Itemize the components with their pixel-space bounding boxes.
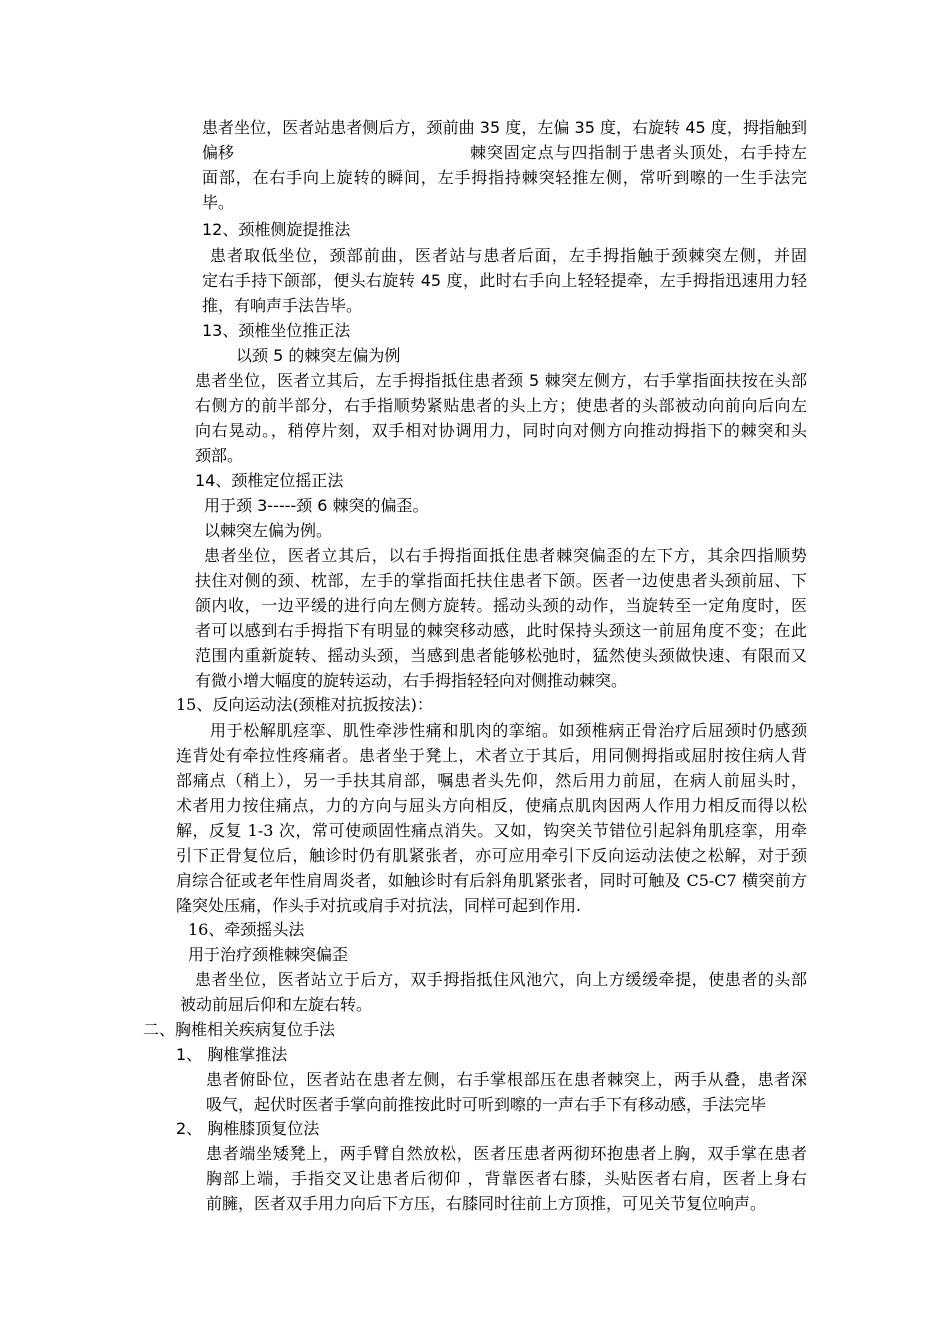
para-line: 范围内重新旋转、摇动头颈，当感到患者能够松弛时，猛然使头颈做快速、有限而又 <box>195 646 807 665</box>
subheading: 用于颈 3-----颈 6 棘突的偏歪。 <box>204 496 429 515</box>
subheading: 以棘突左偏为例。 <box>204 521 333 540</box>
subheading: 以颈 5 的棘突左偏为例 <box>236 346 401 365</box>
para-line: 右侧方的前半部分，右手指顺势紧贴患者的头上方；使患者的头部被动向前向后向左 <box>195 396 807 415</box>
section-heading: 2、 胸椎膝顶复位法 <box>176 1119 320 1138</box>
subheading: 用于治疗颈椎棘突偏歪 <box>188 945 349 964</box>
para-line: 被动前屈后仰和左旋右转。 <box>180 995 373 1014</box>
para-line: 者可以感到右手拇指下有明显的棘突移动感，此时保持头颈这一前屈角度不变；在此 <box>195 621 807 640</box>
para-line: 部痛点（稍上），另一手扶其肩部，嘱患者头先仰，然后用力前屈，在病人前屈头时， <box>176 771 807 790</box>
para-line: 吸气，起伏时医者手掌向前推按此时可听到嚓的一声右手下有移动感，手法完毕 <box>206 1095 767 1114</box>
para-line: 颌内收，一边平缓的进行向左侧方旋转。摇动头颈的动作，当旋转至一定角度时，医 <box>195 596 807 615</box>
para-line: 有微小增大幅度的旋转运动，右手拇指轻轻向对侧推动棘突。 <box>195 671 628 690</box>
section-heading: 16、牵颈摇头法 <box>188 920 305 939</box>
para-line: 解，反复 1-3 次，常可使顽固性痛点消失。又如，钩突关节错位引起斜角肌痉挛，用牵 <box>176 821 807 840</box>
para-line: 用于松解肌痉挛、肌性牵涉性痛和肌肉的挛缩。如颈椎病正骨治疗后屈颈时仍感颈 <box>210 721 807 740</box>
para-line: 患者取低坐位，颈部前曲，医者站与患者后面，左手拇指触于颈棘突左侧，并固 <box>210 246 807 265</box>
para-line: 前臃，医者双手用力向后下方压，右膝同时往前上方顶推，可见关节复位响声。 <box>206 1194 767 1213</box>
para-line: 定右手持下颌部，便头右旋转 45 度，此时右手向上轻轻提牵，左手拇指迅速用力轻 <box>202 271 807 290</box>
part-heading: 二、胸椎相关疾病复位手法 <box>143 1020 336 1039</box>
para-line: 棘突固定点与四指制于患者头顶处，右手持左 <box>470 143 807 162</box>
section-heading: 13、颈椎坐位推正法 <box>202 321 351 340</box>
para-line: 向右晃动。，稍停片刻，双手相对协调用力，同时向对侧方向推动拇指下的棘突和头 <box>195 421 807 440</box>
para-line: 肩综合征或老年性肩周炎者，如触诊时有后斜角肌紧张者，同时可触及 C5-C7 横突前方 <box>176 871 807 890</box>
para-line: 面部，在右手向上旋转的瞬间，左手拇指持棘突轻推左侧，常听到嚓的一生手法完 <box>202 168 807 187</box>
section-heading: 15、反向运动法(颈椎对抗扳按法)： <box>176 695 433 714</box>
para-line: 扶住对侧的颈、枕部，左手的掌指面托扶住患者下颌。医者一边使患者头颈前屈、下 <box>195 571 807 590</box>
para-line: 术者用力按住痛点，力的方向与屈头方向相反，使痛点肌肉因两人作用力相反而得以松 <box>176 796 807 815</box>
para-line: 患者坐位，医者立其后，左手拇指抵住患者颈 5 棘突左侧方，右手掌指面扶按在头部 <box>195 371 807 390</box>
para-line: 毕。 <box>202 193 235 212</box>
para-line: 患者端坐矮凳上，两手臂自然放松，医者压患者两彻环抱患者上胸，双手掌在患者 <box>206 1144 807 1163</box>
para-line: 患者坐位，医者站立于后方，双手拇指抵住风池穴，向上方缓缓牵提，使患者的头部 <box>195 970 807 989</box>
para-line: 连背处有牵拉性疼痛者。患者坐于凳上，术者立于其后，用同侧拇指或屈肘按住病人背 <box>176 746 807 765</box>
para-line: 患者坐位，医者立其后，以右手拇指面抵住患者棘突偏歪的左下方，其余四指顺势 <box>204 546 807 565</box>
para-line: 引下正骨复位后，触诊时仍有肌紧张者，亦可应用牵引下反向运动法使之松解，对于颈 <box>176 846 807 865</box>
para-line: 患者坐位，医者站患者侧后方，颈前曲 35 度，左偏 35 度，右旋转 45 度，拇指触到 <box>202 118 807 137</box>
para-line: 患者俯卧位，医者站在患者左侧，右手掌根部压在患者棘突上，两手从叠，患者深 <box>206 1070 807 1089</box>
para-line: 推，有响声手法告毕。 <box>202 296 363 315</box>
para-line: 偏移 <box>202 143 235 162</box>
section-heading: 1、 胸椎掌推法 <box>176 1045 288 1064</box>
para-line: 隆突处压痛，作头手对抗或肩手对抗法，同样可起到作用. <box>176 896 582 915</box>
para-line: 胸部上端，手指交叉让患者后彻仰 ，背靠医者右膝，头贴医者右肩，医者上身右 <box>206 1169 807 1188</box>
para-line: 颈部。 <box>195 446 244 465</box>
section-heading: 12、颈椎侧旋提推法 <box>202 220 351 239</box>
section-heading: 14、颈椎定位摇正法 <box>195 471 344 490</box>
